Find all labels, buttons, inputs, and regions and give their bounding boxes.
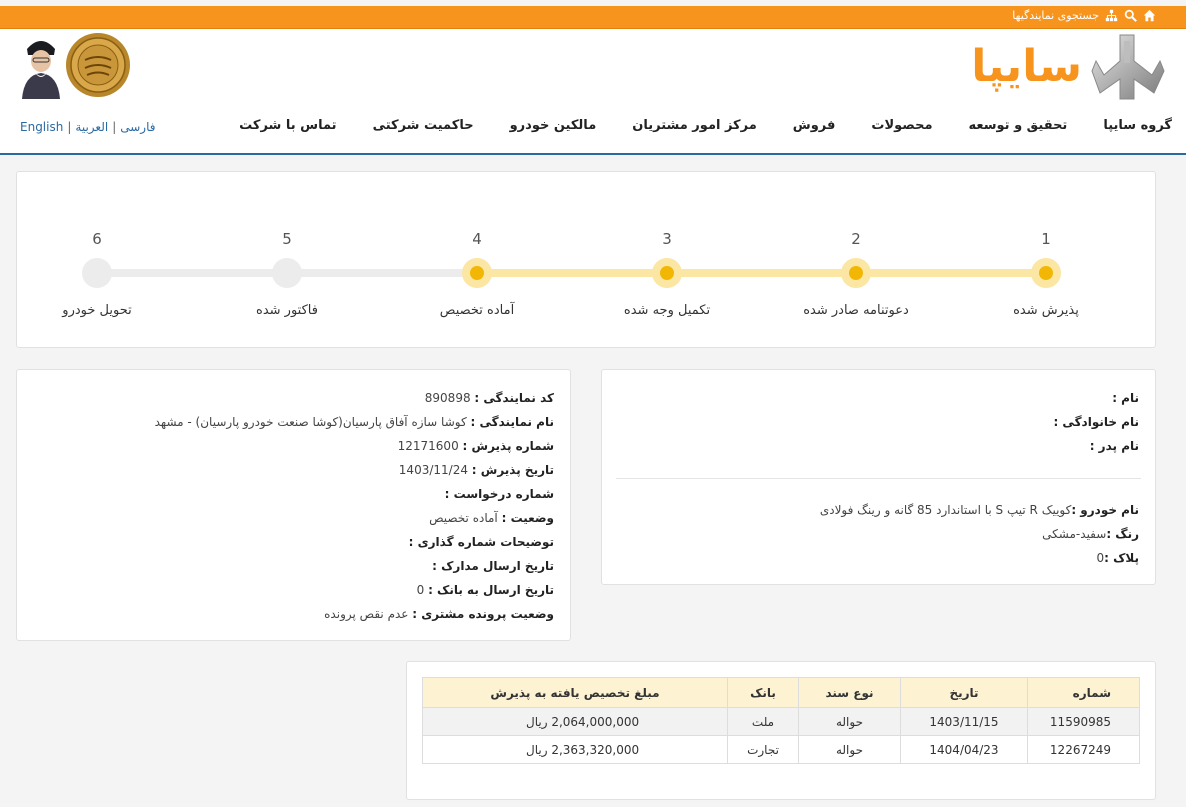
lang-english[interactable]: English xyxy=(20,120,64,134)
step-6-number: 6 xyxy=(92,230,102,248)
file-status-value: عدم نقص پرونده xyxy=(324,607,409,621)
order-progress xyxy=(16,171,1156,348)
docs-send-date-label: تاریخ ارسال مدارک : xyxy=(432,559,554,573)
logo-text: سایپا xyxy=(971,41,1082,92)
step-1-number: 1 xyxy=(1041,230,1051,248)
table-row xyxy=(423,736,1140,764)
status-value: آماده تخصیص xyxy=(429,511,498,525)
search-icon[interactable] xyxy=(1124,9,1137,22)
plate-label: پلاک : xyxy=(1104,551,1139,565)
docs-send-date-row xyxy=(155,554,554,578)
payments-table xyxy=(422,677,1140,764)
col-date: تاریخ xyxy=(901,678,1028,708)
dealer-name-value: کوشا سازه آفاق پارسیان(کوشا صنعت خودرو پارسیان) - مشهد xyxy=(154,415,467,429)
last-name-row xyxy=(1053,410,1139,434)
reception-number-row xyxy=(155,434,554,458)
reception-date-row xyxy=(155,458,554,482)
dealer-code-label: کد نمایندگی : xyxy=(474,391,554,405)
lang-arabic[interactable]: العربية xyxy=(75,120,109,134)
step-4-label: آماده تخصیص xyxy=(439,303,515,318)
cell-amount: 2,363,320,000 ریال xyxy=(423,736,728,764)
cell-number: 12267249 xyxy=(1028,736,1140,764)
lang-separator: | xyxy=(67,120,72,134)
step-5-number: 5 xyxy=(282,230,292,248)
cell-bank: تجارت xyxy=(728,736,799,764)
cell-number: 11590985 xyxy=(1028,708,1140,736)
color-value: سفید-مشکی xyxy=(1042,527,1107,541)
cell-date: 1403/11/15 xyxy=(901,708,1028,736)
step-4-number: 4 xyxy=(472,230,482,248)
nav-item-products[interactable]: محصولات xyxy=(871,118,933,133)
status-label: وضعیت : xyxy=(501,511,554,525)
leader-portrait xyxy=(18,31,64,99)
col-doc-type: نوع سند xyxy=(799,678,901,708)
dealer-name-row xyxy=(155,410,554,434)
language-switcher xyxy=(20,120,155,134)
step-1-label: پذیرش شده xyxy=(1013,303,1079,318)
main-nav xyxy=(221,118,1172,133)
nav-item-sales[interactable]: فروش xyxy=(792,118,836,133)
reception-number-label: شماره پذیرش : xyxy=(462,439,554,453)
lang-separator: | xyxy=(112,120,117,134)
lang-persian[interactable]: فارسی xyxy=(120,120,156,134)
table-row xyxy=(423,708,1140,736)
top-bar xyxy=(0,6,1186,29)
saipa-logo[interactable] xyxy=(971,31,1166,103)
nav-item-saipa-group[interactable]: گروه سایپا xyxy=(1103,118,1172,133)
plate-row xyxy=(820,546,1139,570)
vehicle-row xyxy=(820,498,1139,522)
reception-info-panel xyxy=(16,369,571,641)
dealer-code-value: 890898 xyxy=(424,391,471,405)
bank-send-date-label: تاریخ ارسال به بانک : xyxy=(428,583,554,597)
color-row xyxy=(820,522,1139,546)
first-name-row xyxy=(1053,386,1139,410)
site-header xyxy=(0,29,1186,155)
vehicle-value: کوییک R تیپ S با استاندارد 85 گانه و رینگ فولادی xyxy=(819,503,1072,517)
dealer-name-label: نام نمایندگی : xyxy=(470,415,554,429)
color-label: رنگ : xyxy=(1106,527,1139,541)
top-tools xyxy=(1012,9,1156,22)
file-status-label: وضعیت پرونده مشتری : xyxy=(412,607,554,621)
cell-amount: 2,064,000,000 ریال xyxy=(423,708,728,736)
col-amount: مبلغ تخصیص یافته به پذیرش xyxy=(423,678,728,708)
status-row xyxy=(155,506,554,530)
step-6-label: تحویل خودرو xyxy=(62,303,132,318)
customer-info-panel xyxy=(601,369,1156,585)
info-divider xyxy=(616,478,1141,479)
step-3-dot xyxy=(660,266,674,280)
father-name-label: نام پدر : xyxy=(1089,439,1139,453)
sitemap-icon[interactable] xyxy=(1105,9,1118,22)
step-2-dot xyxy=(849,266,863,280)
reception-details xyxy=(155,386,554,626)
step-3-number: 3 xyxy=(662,230,672,248)
bank-send-date-row xyxy=(155,578,554,602)
step-4-dot xyxy=(470,266,484,280)
plating-notes-row xyxy=(155,530,554,554)
nav-item-research[interactable]: تحقیق و توسعه xyxy=(968,118,1068,133)
step-1-dot xyxy=(1039,266,1053,280)
last-name-label: نام خانوادگی : xyxy=(1053,415,1139,429)
customer-personal-info xyxy=(1053,386,1139,458)
step-6-ring xyxy=(82,258,112,288)
nav-item-car-owners[interactable]: مالکین خودرو xyxy=(509,118,597,133)
payments-panel xyxy=(406,661,1156,800)
nav-item-governance[interactable]: حاکمیت شرکتی xyxy=(372,118,474,133)
step-2-label: دعوتنامه صادر شده xyxy=(803,303,909,318)
reception-date-label: تاریخ پذیرش : xyxy=(471,463,554,477)
file-status-row xyxy=(155,602,554,626)
cell-date: 1404/04/23 xyxy=(901,736,1028,764)
emblem-seal-icon xyxy=(65,32,131,98)
progress-track xyxy=(17,172,1157,349)
first-name-label: نام : xyxy=(1112,391,1139,405)
saipa-logo-mark xyxy=(1090,31,1166,103)
dealer-code-row xyxy=(155,386,554,410)
bank-send-date-value: 0 xyxy=(416,583,425,597)
table-header-row xyxy=(423,678,1140,708)
step-2-number: 2 xyxy=(851,230,861,248)
cell-doc-type: حواله xyxy=(799,708,901,736)
plate-value: 0 xyxy=(1096,551,1105,565)
vehicle-label: نام خودرو : xyxy=(1071,503,1139,517)
vehicle-info xyxy=(820,498,1139,570)
step-5-label: فاکتور شده xyxy=(256,303,318,318)
father-name-row xyxy=(1053,434,1139,458)
home-icon[interactable] xyxy=(1143,9,1156,22)
col-number: شماره xyxy=(1028,678,1140,708)
request-number-row xyxy=(155,482,554,506)
nav-item-customer-center[interactable]: مرکز امور مشتریان xyxy=(632,118,757,133)
plating-notes-label: توضیحات شماره گذاری : xyxy=(408,535,554,549)
dealer-search-link[interactable]: جستجوی نمایندگیها xyxy=(1012,9,1099,22)
nav-item-contact[interactable]: تماس با شرکت xyxy=(239,118,337,133)
reception-date-value: 1403/11/24 xyxy=(398,463,468,477)
request-number-label: شماره درخواست : xyxy=(444,487,554,501)
cell-bank: ملت xyxy=(728,708,799,736)
step-3-label: تکمیل وجه شده xyxy=(623,303,711,318)
col-bank: بانک xyxy=(728,678,799,708)
reception-number-value: 12171600 xyxy=(397,439,459,453)
step-5-ring xyxy=(272,258,302,288)
cell-doc-type: حواله xyxy=(799,736,901,764)
